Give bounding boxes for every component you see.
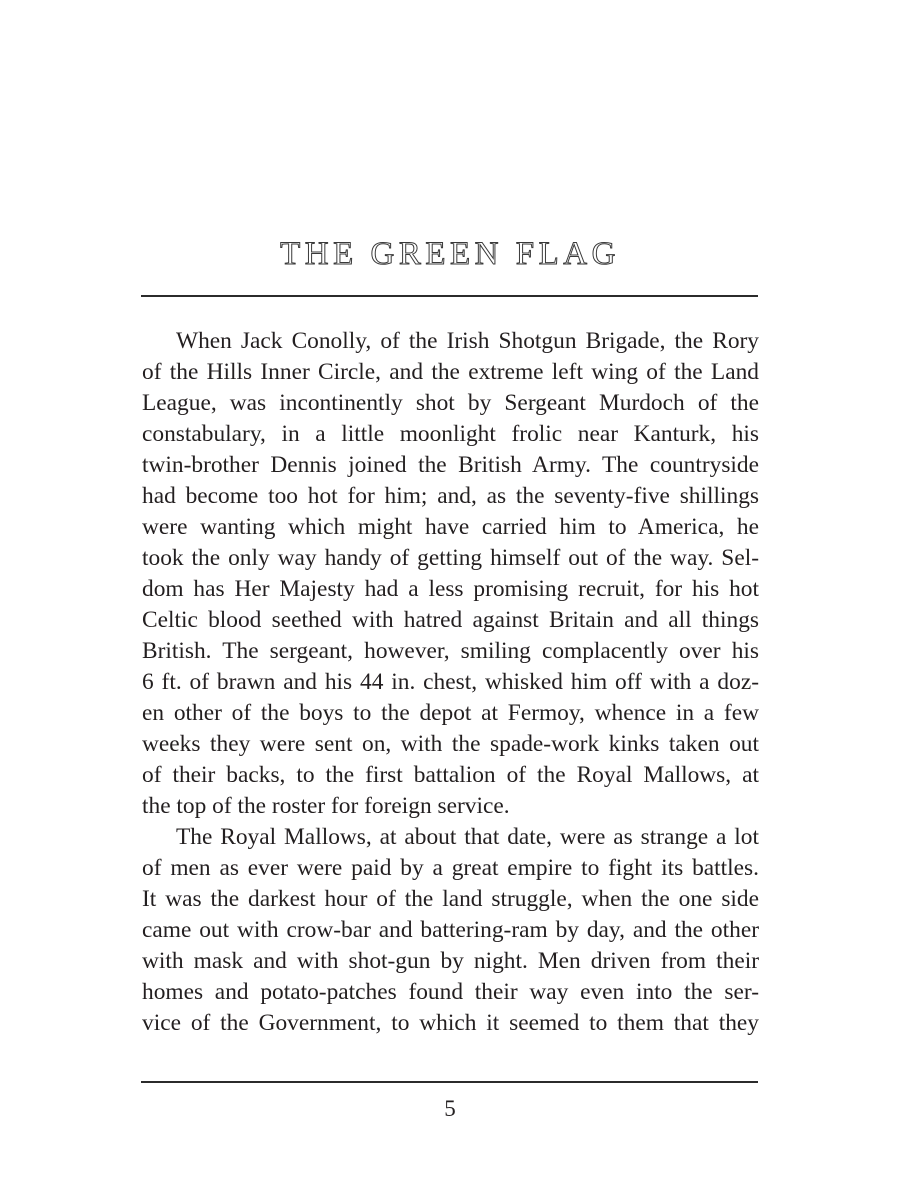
text-line: 6 ft. of brawn and his 44 in. chest, whisked him off with a doz-	[142, 669, 759, 695]
text-line: It was the darkest hour of the land struggle, when the one side	[142, 886, 759, 912]
text-line: constabulary, in a little moonlight frolic near Kanturk, his	[142, 421, 759, 447]
text-line: had become too hot for him; and, as the seventy-five shillings	[142, 483, 759, 509]
text-line: the top of the roster for foreign service.	[142, 793, 510, 819]
text-line: vice of the Government, to which it seemed to them that they	[142, 1010, 759, 1036]
paragraph-1	[142, 326, 759, 822]
chapter-title: THE GREEN FLAG	[280, 236, 620, 272]
text-line: League, was incontinently shot by Sergeant Murdoch of the	[142, 390, 759, 416]
text-line: with mask and with shot-gun by night. Men driven from their	[142, 948, 759, 974]
footer-rule	[141, 1081, 758, 1083]
text-line: The Royal Mallows, at about that date, were as strange a lot	[176, 824, 759, 850]
text-line: came out with crow-bar and battering-ram by day, and the other	[142, 917, 759, 943]
body-text	[142, 326, 759, 1039]
text-line: British. The sergeant, however, smiling complacently over his	[142, 638, 759, 664]
text-line: weeks they were sent on, with the spade-work kinks taken out	[142, 731, 759, 757]
text-line: When Jack Conolly, of the Irish Shotgun Brigade, the Rory	[176, 328, 759, 354]
header-rule	[141, 295, 758, 297]
text-line: of men as ever were paid by a great empire to fight its battles.	[142, 855, 759, 881]
text-line: en other of the boys to the depot at Fermoy, whence in a few	[142, 700, 759, 726]
paragraph-2	[142, 822, 759, 1039]
text-line: of their backs, to the first battalion of the Royal Mallows, at	[142, 762, 759, 788]
text-line: twin-brother Dennis joined the British Army. The countryside	[142, 452, 759, 478]
text-line: dom has Her Majesty had a less promising recruit, for his hot	[142, 576, 759, 602]
page-number: 5	[444, 1096, 456, 1121]
text-line: of the Hills Inner Circle, and the extreme left wing of the Land	[142, 359, 759, 385]
text-line: homes and potato-patches found their way even into the ser-	[142, 979, 759, 1005]
text-line: took the only way handy of getting himself out of the way. Sel-	[142, 545, 759, 571]
text-line: were wanting which might have carried him to America, he	[142, 514, 759, 540]
text-line: Celtic blood seethed with hatred against Britain and all things	[142, 607, 759, 633]
